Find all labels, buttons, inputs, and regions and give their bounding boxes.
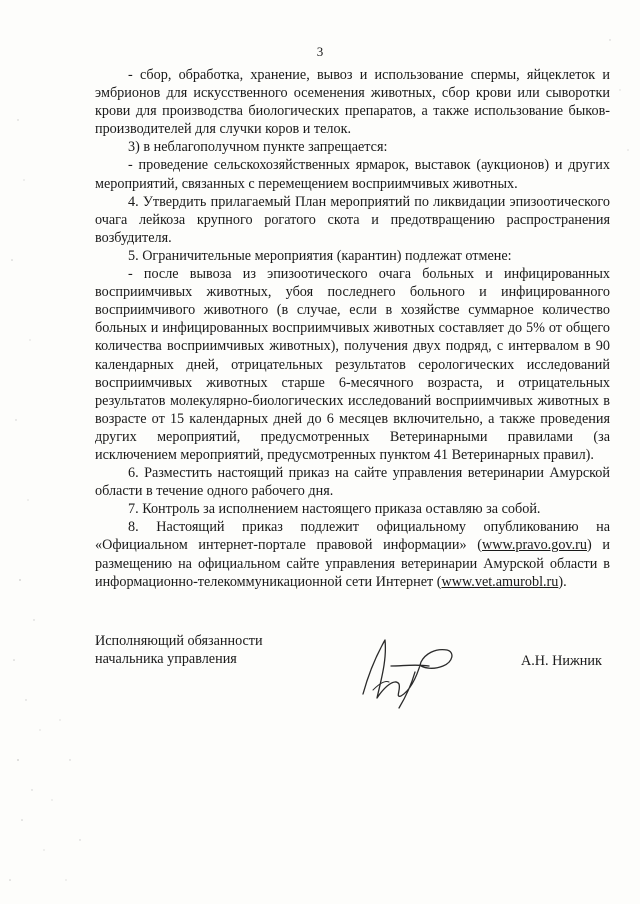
publication-text-end: ). <box>558 573 567 590</box>
signatory-position-line2: начальника управления <box>95 651 237 668</box>
paragraph-official-publication <box>95 518 610 590</box>
paragraph-fairs-ban: - проведение сельскохозяйственных ярмарок, выставок (аукционов) и других мероприятий, связанных с перемещением восприимчивых животных. <box>95 157 610 192</box>
paragraph-quarantine-cancel-heading: 5. Ограничительные мероприятия (карантин) подлежат отмене: <box>128 247 512 264</box>
paragraph-control: 7. Контроль за исполнением настоящего приказа оставляю за собой. <box>128 501 541 518</box>
paragraph-collection-ban: - сбор, обработка, хранение, вывоз и использование спермы, яйцеклеток и эмбрионов для искусственного осеменения животных, сбор крови или сыворотки крови для производства биологических препаратов, а также использование быков-производителей для случки коров и телок. <box>95 67 610 138</box>
paragraph-approve-plan: 4. Утвердить прилагаемый План мероприятий по ликвидации эпизоотического очага лейкоза крупного рогатого скота и предотвращению распространения возбудителя. <box>95 193 610 246</box>
pravo-gov-link[interactable]: www.pravo.gov.ru <box>482 537 587 554</box>
signatory-name: А.Н. Нижник <box>521 653 602 669</box>
publication-text-start: 8. Настоящий приказ подлежит официальному опубликованию на «Официальном интернет-портале правовой информации» ( <box>95 519 610 554</box>
publication-text-middle: ) и размещению на официальном сайте управления ветеринарии Амурской области в информационно-телекоммуникационной сети Интернет ( <box>95 537 610 590</box>
handwritten-signature <box>355 632 465 710</box>
paragraph-quarantine-cancel-conditions: - после вывоза из эпизоотического очага больных и инфицированных восприимчивых животных, убоя последнего больного и инфицированного восприимчивого животного (в случае, если в хозяйстве суммарное количество больных и инфицированных восприимчивых животных составляет до 5% от общего количества восприимчивых животных), получения двух подряд, с интервалом в 90 календарных дней, отрицательных результатов серологических исследований восприимчивых животных старше 6-месячного возраста, и отрицательных результатов молекулярно-биологических исследований восприимчивых животных в возрасте от 15 календарных дней до 6 месяцев включительно, а также проведения других мероприятий, предусмотренных Ветеринарными правилами (за исключением мероприятий, предусмотренных пунктом 41 Ветеринарных правил). <box>95 266 610 463</box>
document-body <box>95 66 610 591</box>
paragraph-prohibitions-heading: 3) в неблагополучном пункте запрещается: <box>128 139 388 156</box>
signatory-position <box>95 632 263 668</box>
vet-amurobl-link[interactable]: www.vet.amurobl.ru <box>441 573 559 590</box>
signatory-position-line1: Исполняющий обязанности <box>95 633 263 649</box>
page-number: 3 <box>316 44 324 59</box>
paragraph-publish-site: 6. Разместить настоящий приказ на сайте управления ветеринарии Амурской области в течение одного рабочего дня. <box>95 465 610 500</box>
